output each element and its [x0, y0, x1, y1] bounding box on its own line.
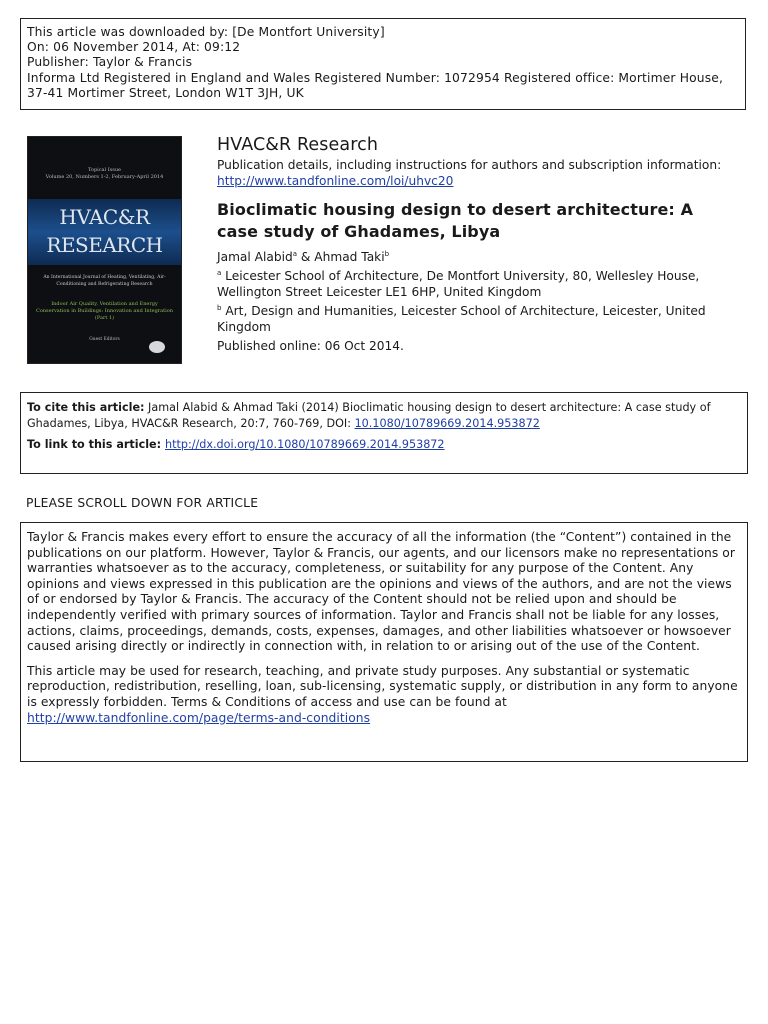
- article-title: [217, 199, 747, 243]
- cover-issue-info: [28, 167, 181, 181]
- terms-paragraph: [27, 664, 741, 726]
- journal-url-link[interactable]: http://www.tandfonline.com/loi/uhvc20: [217, 173, 454, 188]
- affiliation-b: [217, 303, 747, 335]
- cite-label: To cite this article:: [27, 401, 145, 414]
- cover-editors: Guest Editors: [89, 337, 120, 342]
- scroll-down-note: PLEASE SCROLL DOWN FOR ARTICLE: [26, 496, 259, 510]
- disclaimer-paragraph: Taylor & Francis makes every effort to ensure the accuracy of all the information (the “Content”) contained in the publications on our platform. However, Taylor & Francis, our agents, and our licensors make no representations or warranties whatsoever as to the accuracy, completeness, or suitability for any purpose of the Content. Any opinions and views expressed in this publication are the opinions and views of the authors, and are not the views of or endorsed by Taylor & Francis. The accuracy of the Content should not be relied upon and should be independently verified with primary sources of information. Taylor and Francis shall not be liable for any losses, actions, claims, proceedings, demands, costs, expenses, damages, and other liabilities whatsoever or howsoever caused arising directly or indirectly in connection with, in relation to or arising out of the use of the Content.: [27, 530, 735, 654]
- link-row: [27, 437, 741, 453]
- terms-conditions-link[interactable]: http://www.tandfonline.com/page/terms-and-conditions: [27, 710, 371, 725]
- publication-details: [217, 158, 747, 189]
- terms-text: This article may be used for research, teaching, and private study purposes. Any substantial or systematic reproduction, redistribution, reselling, loan, sub-licensing, systematic supply, or distribution in any form to anyone is expressly forbidden. Terms & Conditions of access and use can be found at: [27, 663, 738, 709]
- article-header: [217, 134, 747, 354]
- doi-link[interactable]: 10.1080/10789669.2014.953872: [354, 416, 540, 430]
- article-title-line: Bioclimatic housing design to desert architecture: A: [217, 200, 694, 219]
- affiliation-mark: b: [217, 304, 222, 312]
- affiliation-text: Art, Design and Humanities, Leicester School of Architecture, Leicester, United Kingdom: [217, 304, 706, 334]
- download-info-box: [20, 18, 746, 110]
- publication-details-text: Publication details, including instructions for authors and subscription information:: [217, 158, 722, 172]
- cover-subtitle: An International Journal of Heating, Ventilating, Air-Conditioning and Refrigerating Research: [43, 275, 166, 287]
- cite-row: [27, 400, 741, 431]
- link-label: To link to this article:: [27, 438, 165, 451]
- affiliation-text: Leicester School of Architecture, De Montfort University, 80, Wellesley House, Wellington Street Leicester LE1 6HP, United Kingdom: [217, 269, 700, 299]
- author-superscript: a: [292, 250, 298, 258]
- cover-theme: Indoor Air Quality, Ventilation and Energy Conservation in Buildings: Innovation and Integration (Part 1): [36, 301, 173, 321]
- cover-topical-issue: Topical Issue: [87, 167, 121, 173]
- affiliation-a: [217, 268, 747, 300]
- citation-box: [20, 392, 748, 474]
- author-separator: &: [297, 250, 315, 264]
- cover-title-line: RESEARCH: [46, 233, 163, 257]
- download-line: Informa Ltd Registered in England and Wales Registered Number: 1072954 Registered office: Mortimer House,: [27, 70, 724, 85]
- article-url-link[interactable]: http://dx.doi.org/10.1080/10789669.2014.953872: [165, 438, 445, 451]
- journal-cover-image: [27, 136, 182, 364]
- journal-title: HVAC&R Research: [217, 135, 379, 155]
- authors: [217, 250, 747, 265]
- download-line: Publisher: Taylor & Francis: [27, 55, 193, 70]
- cover-volume-line: Volume 20, Numbers 1-2, February-April 2014: [45, 174, 164, 180]
- cover-title-line: HVAC&R: [59, 205, 150, 229]
- author-superscript: b: [384, 250, 390, 258]
- article-title-line: case study of Ghadames, Libya: [217, 222, 501, 241]
- download-line: This article was downloaded by: [De Montfort University]: [27, 25, 385, 39]
- cover-title: [28, 203, 181, 259]
- published-online: Published online: 06 Oct 2014.: [217, 339, 404, 353]
- publisher-logo-icon: [149, 341, 165, 353]
- cite-text: Jamal Alabid & Ahmad Taki (2014) Bioclimatic housing design to desert architecture: A case study of Ghadames, Libya, HVAC&R Research, 20:7, 760-769, DOI:: [27, 401, 711, 430]
- affiliation-mark: a: [217, 269, 222, 277]
- author-name: Jamal Alabid: [217, 250, 293, 264]
- download-line: 37-41 Mortimer Street, London W1T 3JH, UK: [27, 85, 304, 100]
- disclaimer-box: [20, 522, 748, 762]
- author-name: Ahmad Taki: [314, 250, 385, 264]
- download-line: On: 06 November 2014, At: 09:12: [27, 40, 241, 55]
